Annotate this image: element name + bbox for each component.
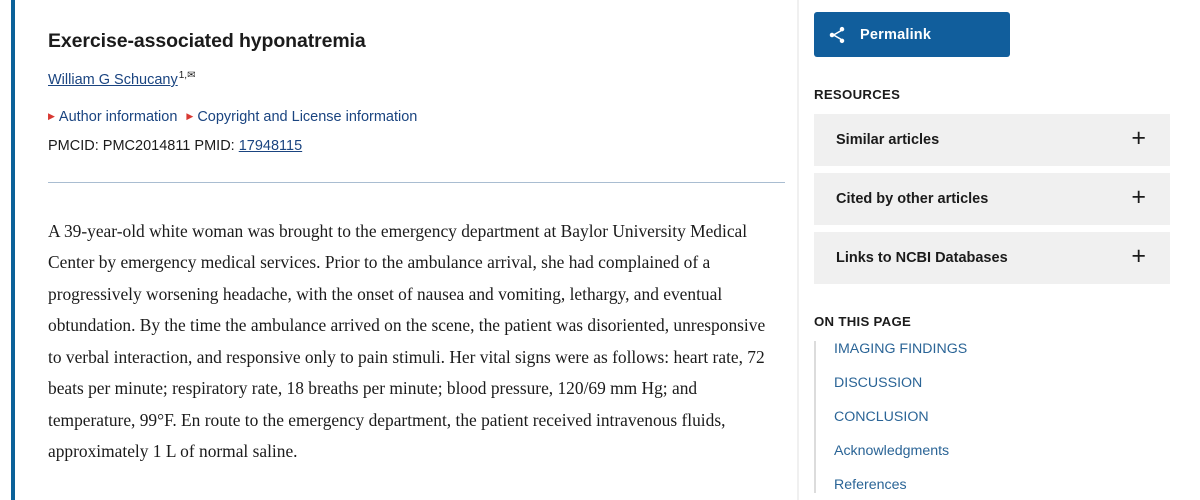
author-line (48, 69, 788, 90)
triangle-right-icon: ▶ (186, 111, 194, 122)
meta-links (48, 109, 788, 125)
author-name-link[interactable]: William G Schucany (48, 71, 178, 88)
page-accent-bar (11, 0, 15, 500)
accordion-item-cited-by-other-articles[interactable] (814, 173, 1170, 225)
accordion-label: Similar articles (836, 132, 940, 148)
permalink-label: Permalink (860, 26, 932, 43)
accordion-item-similar-articles[interactable] (814, 114, 1170, 166)
accordion-label: Cited by other articles (836, 191, 989, 207)
article-body-paragraph: A 39-year-old white woman was brought to the emergency department at Baylor University Medical Center by emergency medical services. Prior to the ambulance arrival, she had complained of a progressively worsening headache, with the onset of nausea and vomiting, lethargy, and eventual obtundation. By the time the ambulance arrived on the scene, the patient was disoriented, unresponsive to verbal interaction, and responsive only to pain stimuli. Her vital signs were as follows: heart rate, 72 beats per minute; respiratory rate, 18 breaths per minute; blood pressure, 120/69 mm Hg; and temperature, 99°F. En route to the emergency department, the patient received intravenous fluids, approximately 1 L of normal saline. (48, 220, 766, 462)
resources-accordion (814, 114, 1170, 284)
page-title: Exercise-associated hyponatremia (48, 30, 366, 52)
resources-heading: RESOURCES (814, 87, 901, 102)
permalink-button[interactable] (814, 12, 1010, 57)
copyright-license-label: Copyright and License information (197, 108, 418, 125)
plus-icon: + (1131, 182, 1146, 211)
pmcid-label: PMCID: (48, 137, 99, 154)
on-this-page-heading: ON THIS PAGE (814, 314, 912, 329)
plus-icon: + (1131, 123, 1146, 152)
toc-link-references[interactable]: References (834, 477, 907, 493)
toc-link-acknowledgments[interactable]: Acknowledgments (834, 443, 950, 459)
toc-link-conclusion[interactable]: CONCLUSION (834, 409, 929, 425)
share-icon (814, 25, 860, 45)
accordion-label: Links to NCBI Databases (836, 250, 1008, 266)
toc-link-imaging-findings[interactable]: IMAGING FINDINGS (834, 341, 968, 357)
copyright-license-toggle[interactable] (186, 109, 417, 125)
sidebar (814, 0, 1170, 493)
toc-link-discussion[interactable]: DISCUSSION (834, 375, 923, 391)
content-divider (48, 182, 785, 183)
column-separator (797, 0, 799, 500)
article-main-column (48, 0, 788, 468)
accordion-item-links-to-ncbi-databases[interactable] (814, 232, 1170, 284)
pmcid-value: PMC2014811 (102, 137, 191, 154)
article-identifiers (48, 138, 788, 154)
pmid-label: PMID: (194, 137, 235, 154)
author-information-label: Author information (58, 108, 178, 125)
pmid-link[interactable]: 17948115 (238, 137, 303, 154)
author-affiliation-superscript: 1,✉ (178, 70, 196, 81)
on-this-page-nav (814, 341, 1170, 493)
author-information-toggle[interactable] (48, 109, 177, 125)
triangle-right-icon: ▶ (48, 111, 55, 122)
plus-icon: + (1131, 241, 1146, 270)
